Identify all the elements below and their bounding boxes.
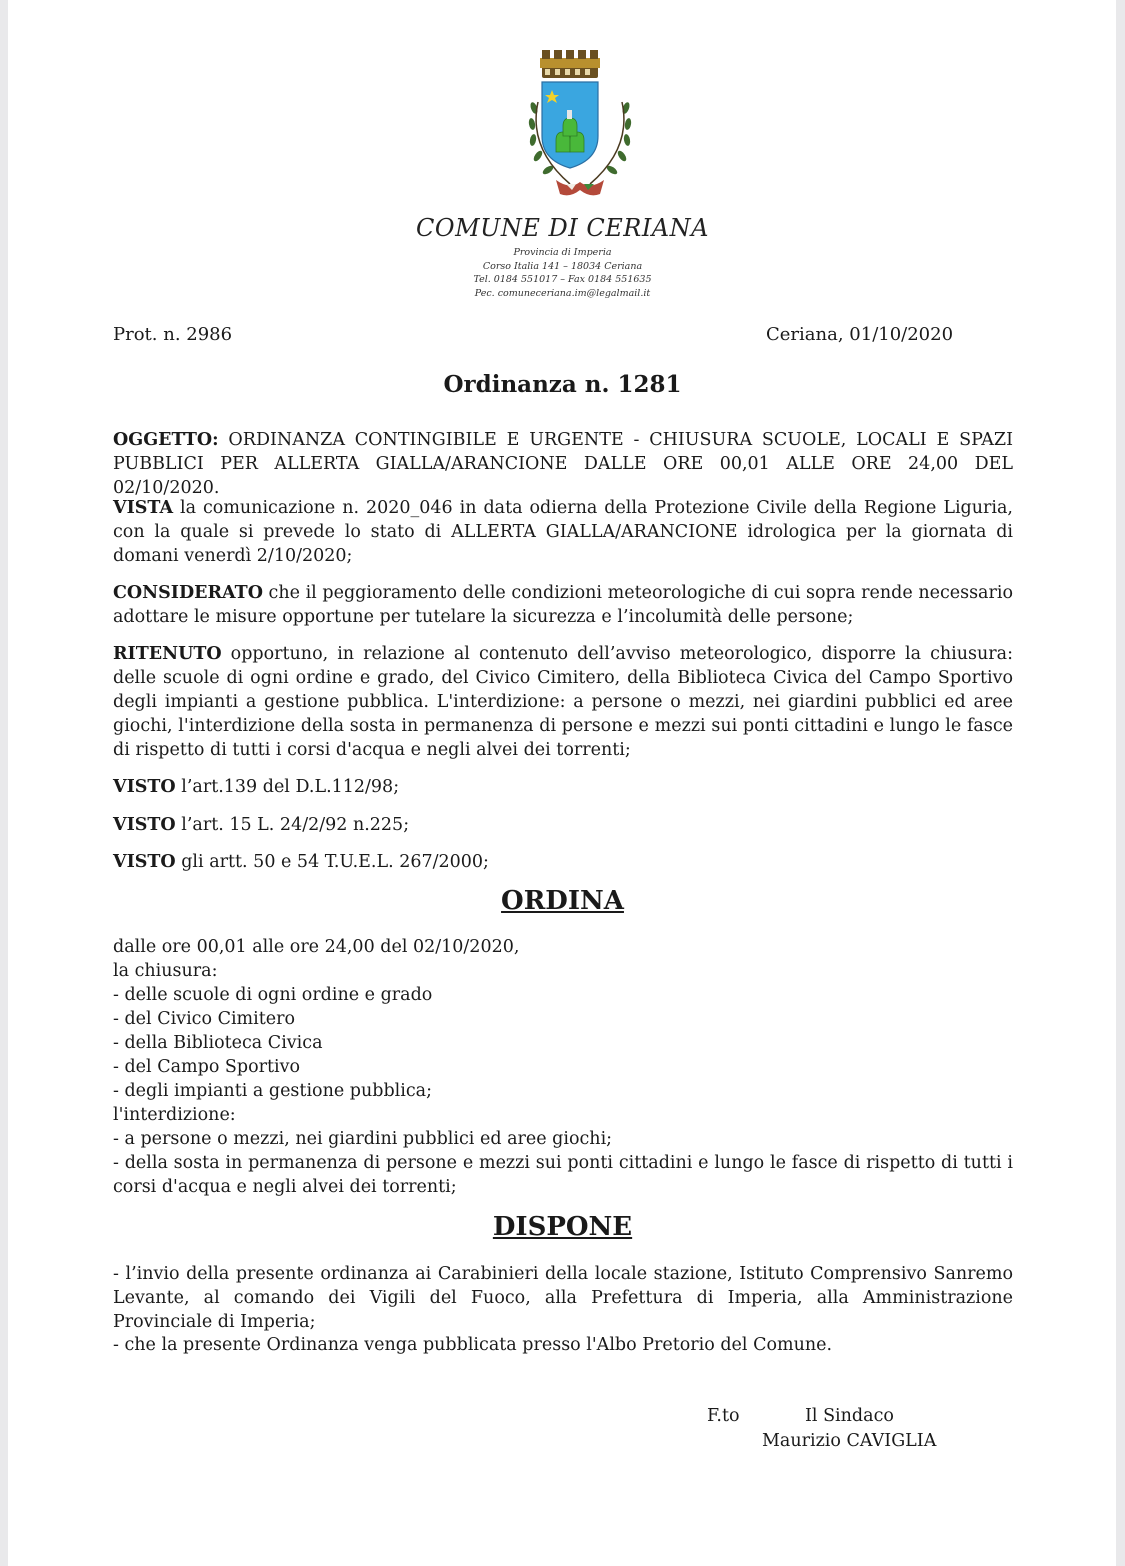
ordina-line: - delle scuole di ogni ordine e grado [113,985,433,1005]
visto-label: VISTO [113,777,176,797]
ordinance-title: Ordinanza n. 1281 [443,371,682,398]
ordina-last-item: - della sosta in permanenza di persone e mezzi sui ponti cittadini e lungo le fasce di rispetto di tutti i corsi d'acqua e negli alvei dei torrenti; [113,1153,1013,1197]
ordina-heading: ORDINA [501,886,624,916]
ritenuto-label: RITENUTO [113,644,222,664]
vista-text: la comunicazione n. 2020_046 in data odierna della Protezione Civile della Regione Liguria, con la quale si prevede lo stato di ALLERTA GIALLA/ARANCIONE idrologica per la giornata di domani venerdì 2/10/2020; [113,498,1013,566]
ordina-line: - degli impianti a gestione pubblica; [113,1081,432,1101]
crown-icon [540,50,600,78]
visto-label: VISTO [113,815,176,835]
signature-role: Il Sindaco [805,1406,894,1426]
signature-fto: F.to [707,1406,740,1426]
ritenuto-text: opportuno, in relazione al contenuto dell’avviso meteorologico, disporre la chiusura: delle scuole di ogni ordine e grado, del Civico Cimitero, della Biblioteca Civica del Campo Sportivo degli impianti a gestione pubblica. L'interdizione: a persone o mezzi, nei giardini pubblici ed aree giochi, l'interdizione della sosta in permanenza di persone e mezzi sui ponti cittadini e lungo le fasce di rispetto di tutti i corsi d'acqua e negli alvei dei torrenti; [113,644,1013,760]
dispone-paragraph: - che la presente Ordinanza venga pubblicata presso l'Albo Pretorio del Comune. [113,1335,833,1355]
ordina-line: - a persone o mezzi, nei giardini pubblici ed aree giochi; [113,1129,613,1149]
pec-text: Pec. comuneceriana.im@legalmail.it [474,288,651,299]
considerato-label: CONSIDERATO [113,583,263,603]
address-text: Corso Italia 141 – 18034 Ceriana [482,261,643,272]
provincia-text: Provincia di Imperia [513,247,612,258]
vista-label: VISTA [113,498,174,518]
dispone-paragraph: - l’invio della presente ordinanza ai Carabinieri della locale stazione, Istituto Comprensivo Sanremo Levante, al comando dei Vigili del Fuoco, alla Prefettura di Imperia, alla Amministrazione Provinciale di Imperia; [113,1264,1013,1332]
considerato-text: che il peggioramento delle condizioni meteorologiche di cui sopra rende necessario adottare le misure opportune per tutelare la sicurezza e l’incolumità delle persone; [113,583,1013,627]
ordina-line: la chiusura: [113,961,218,981]
ordina-line: dalle ore 00,01 alle ore 24,00 del 02/10/2020, [113,937,520,957]
oggetto-paragraph [113,428,1013,500]
oggetto-label: OGGETTO: [113,430,219,450]
visto-line [113,775,399,799]
visto-text: l’art.139 del D.L.112/98; [175,777,400,797]
document-date: Ceriana, 01/10/2020 [766,324,954,345]
dispone-heading: DISPONE [492,1212,633,1242]
comune-name: COMUNE DI CERIANA [416,214,709,242]
oggetto-text: ORDINANZA CONTINGIBILE E URGENTE - CHIUSURA SCUOLE, LOCALI E SPAZI PUBBLICI PER ALLERTA GIALLA/ARANCIONE DALLE ORE 00,01 ALLE ORE 24,00 DEL 02/10/2020. [113,430,1013,498]
ordina-line: - del Campo Sportivo [113,1057,301,1077]
visto-line [113,850,489,874]
visto-line [113,813,409,837]
visto-text: gli artt. 50 e 54 T.U.E.L. 267/2000; [175,852,489,872]
phone-text: Tel. 0184 551017 – Fax 0184 551635 [473,274,652,285]
signature-name: Maurizio CAVIGLIA [762,1431,937,1451]
ordina-line: - del Civico Cimitero [113,1009,296,1029]
considerato-paragraph [113,581,1013,629]
visto-label: VISTO [113,852,176,872]
ordina-line: - della Biblioteca Civica [113,1033,323,1053]
coat-of-arms-icon [520,48,640,208]
ordina-line: l'interdizione: [113,1105,236,1125]
ritenuto-paragraph [113,642,1013,762]
protocol-number: Prot. n. 2986 [113,324,233,345]
visto-text: l’art. 15 L. 24/2/92 n.225; [175,815,410,835]
vista-paragraph [113,496,1013,568]
